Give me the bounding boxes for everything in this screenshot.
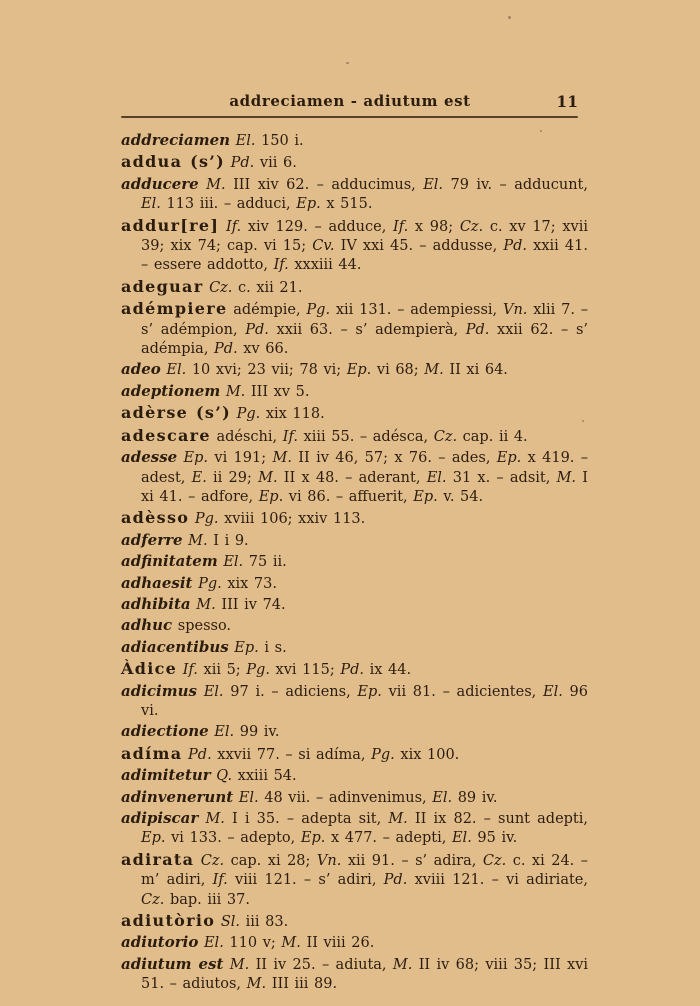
entry-text: x 515. <box>320 196 373 213</box>
reference-abbr: Pd. <box>214 341 238 358</box>
entry-text: 99 iv. <box>234 724 280 741</box>
headword: adeo <box>121 360 161 379</box>
headword: addur[re] <box>121 215 220 235</box>
index-entry <box>121 766 588 786</box>
index-entry <box>121 850 588 910</box>
headword: adinvenerunt <box>121 787 234 806</box>
headword: adescare <box>121 425 211 445</box>
reference-abbr: El. <box>141 196 161 213</box>
reference-abbr: M. <box>392 956 413 973</box>
headword: addua (s’) <box>121 152 226 172</box>
entry-text: III iv 74. <box>215 596 286 613</box>
entry-text: 79 iv. – adducunt, <box>443 176 588 193</box>
entry-text: xii 131. – adempiessi, <box>330 302 503 319</box>
index-entry <box>121 638 588 658</box>
index-entry <box>121 788 588 808</box>
scan-speck <box>540 130 542 132</box>
reference-abbr: Ep. <box>300 830 326 847</box>
entry-text: adémpie, <box>227 302 307 319</box>
headword: adíma <box>121 743 183 763</box>
entry-text: xix 100. <box>394 746 460 763</box>
entry-text: 97 i. – adiciens, <box>223 683 358 700</box>
reference-abbr: M. <box>272 450 292 467</box>
reference-abbr: El. <box>203 683 224 700</box>
index-entry <box>121 360 588 380</box>
entry-text: II iv 25. – adiuta, <box>249 956 393 973</box>
scan-speck <box>346 62 349 64</box>
entry-text: 95 iv. <box>471 830 518 847</box>
headword: adiectione <box>121 722 209 741</box>
entry-text <box>197 684 204 700</box>
entry-text: xxiii 54. <box>232 768 297 785</box>
entry-text: xxxiii 44. <box>288 257 362 274</box>
reference-abbr: Ep. <box>413 488 438 505</box>
reference-abbr: Ep. <box>183 450 209 467</box>
reference-abbr: El. <box>166 362 187 379</box>
index-entry <box>121 955 588 995</box>
reference-abbr: M. <box>225 383 246 400</box>
headword: adfinitatem <box>121 552 218 571</box>
index-entry <box>121 682 588 722</box>
entry-text: II xi 64. <box>443 362 508 379</box>
reference-abbr: Ep. <box>357 683 382 700</box>
reference-abbr: Pg. <box>198 575 222 592</box>
reference-abbr: Cz. <box>482 852 507 869</box>
reference-abbr: El. <box>426 469 447 486</box>
entry-text: II x 48. – aderant, <box>277 469 427 486</box>
reference-abbr: Cz. <box>209 279 233 296</box>
headword: adiutòrio <box>121 911 216 931</box>
reference-abbr: Pd. <box>383 872 408 889</box>
entry-text: 113 iii. – adduci, <box>160 196 297 213</box>
index-entry <box>121 382 588 402</box>
entry-text: III xv 5. <box>245 383 310 400</box>
entry-text: I i 35. – adepta sit, <box>224 811 389 827</box>
entry-text: xii 91. – s’ adira, <box>341 852 483 869</box>
reference-abbr: If. <box>282 428 298 445</box>
entry-text: bap. iii 37. <box>164 891 250 908</box>
headword: Àdice <box>121 659 178 679</box>
entry-text: x 419. – adest, <box>141 450 589 486</box>
entry-text: II viii 26. <box>300 935 375 952</box>
headword: addreciamen <box>121 131 231 149</box>
index-entry <box>121 659 588 680</box>
reference-abbr: M. <box>281 935 301 952</box>
reference-abbr: Vn. <box>316 852 342 869</box>
index-entry <box>121 616 588 636</box>
index-entry <box>121 277 588 298</box>
index-entry <box>121 933 588 953</box>
entry-text: xix 73. <box>221 575 277 592</box>
page-number: 11 <box>556 92 578 111</box>
reference-abbr: Q. <box>216 768 233 785</box>
running-header-title: addreciamen - adiutum est <box>229 92 471 110</box>
headword: adeguar <box>121 276 204 296</box>
reference-abbr: M. <box>196 596 216 613</box>
index-entry <box>121 448 588 507</box>
reference-abbr: Pd. <box>465 321 490 338</box>
reference-abbr: M. <box>258 469 278 486</box>
reference-abbr: Ep. <box>346 362 372 379</box>
headword: adesse <box>121 448 178 467</box>
reference-abbr: Ep. <box>234 639 259 656</box>
headword: adiacentibus <box>121 637 229 656</box>
entry-text: v. 54. <box>437 488 484 505</box>
entries-list <box>121 131 588 996</box>
entry-text: I i 9. <box>207 532 249 549</box>
reference-abbr: M. <box>246 976 267 993</box>
headword: adirata <box>121 849 195 869</box>
reference-abbr: M. <box>205 811 225 827</box>
entry-text: xvi 115; <box>269 662 341 679</box>
reference-abbr: El. <box>451 830 472 847</box>
reference-abbr: Ep. <box>296 196 321 213</box>
reference-abbr: Pg. <box>236 406 261 423</box>
entry-text: 48 vii. – adinvenimus, <box>258 789 433 806</box>
entry-text: 110 v; <box>223 935 282 952</box>
reference-abbr: El. <box>235 133 256 149</box>
entry-text: x 477. – adepti, <box>325 830 452 847</box>
reference-abbr: Pg. <box>194 511 219 528</box>
reference-abbr: Pd. <box>503 238 528 255</box>
reference-abbr: E. <box>191 469 207 486</box>
entry-text: xviii 121. – vi adiriate, <box>407 872 588 889</box>
reference-abbr: If. <box>393 218 409 235</box>
entry-text: xix 118. <box>260 406 325 423</box>
entry-text: III xiv 62. – adducimus, <box>225 176 424 193</box>
reference-abbr: Vn. <box>502 302 528 319</box>
index-entry <box>121 131 588 151</box>
entry-text: xiv 129. – adduce, <box>241 218 394 235</box>
index-entry <box>121 911 588 932</box>
entry-text: xlii 7. – s’ adémpion, <box>141 302 588 338</box>
index-entry <box>121 403 588 424</box>
index-entry <box>121 531 588 551</box>
entry-text: ii 29; <box>206 469 259 486</box>
headword: adeptionem <box>121 381 221 400</box>
entry-text: xv 66. <box>237 341 289 358</box>
reference-abbr: If. <box>212 872 228 889</box>
reference-abbr: Pd. <box>230 155 255 172</box>
headword: adferre <box>121 530 183 549</box>
entry-text: II iv 68; viii 35; III xvi 51. – adiutos, <box>141 956 589 993</box>
headword: adiutum est <box>121 954 224 973</box>
entry-text: c. xii 21. <box>232 279 303 296</box>
entry-text: III iii 89. <box>266 976 338 993</box>
entry-text: xxvii 77. – si adíma, <box>211 746 372 763</box>
reference-abbr: Cv. <box>312 238 335 255</box>
reference-abbr: El. <box>238 789 259 806</box>
entry-text: vii 6. <box>254 155 297 172</box>
entry-text: i s. <box>258 639 287 656</box>
reference-abbr: Sl. <box>220 914 241 931</box>
index-entry <box>121 175 588 215</box>
headword: adimitetur <box>121 766 211 785</box>
headword: adducere <box>121 174 199 193</box>
headword: adémpiere <box>121 299 228 319</box>
reference-abbr: Pg. <box>371 746 395 763</box>
entry-text: vi 191; <box>208 450 273 467</box>
reference-abbr: M. <box>229 956 250 973</box>
entry-text: c. xv 17; xvii 39; xix 74; cap. vi 15; <box>141 218 589 255</box>
entry-text: xxii 41. – essere addotto, <box>141 238 588 274</box>
reference-abbr: Cz. <box>433 428 458 445</box>
entry-text: vi 86. – affuerit, <box>283 488 414 505</box>
entry-text: 96 vi. <box>141 683 589 719</box>
reference-abbr: El. <box>203 935 224 952</box>
reference-abbr: Ep. <box>258 488 284 505</box>
reference-abbr: If. <box>225 218 242 235</box>
index-entry <box>121 299 588 359</box>
reference-abbr: Ep. <box>141 830 166 847</box>
entry-text <box>219 219 226 235</box>
reference-abbr: Pd. <box>188 746 212 763</box>
reference-abbr: M. <box>188 532 208 549</box>
entry-text: vi 68; <box>371 362 425 379</box>
entry-text: 89 iv. <box>452 789 498 806</box>
reference-abbr: If. <box>182 662 198 679</box>
index-entry <box>121 152 588 173</box>
entry-text: 150 i. <box>255 133 304 149</box>
reference-abbr: Pd. <box>245 321 269 338</box>
reference-abbr: Pg. <box>306 302 331 319</box>
reference-abbr: Pd. <box>340 662 365 679</box>
reference-abbr: El. <box>223 554 244 571</box>
entry-text: iii 83. <box>240 914 289 931</box>
reference-abbr: El. <box>423 176 444 193</box>
entry-text: xii 5; <box>197 662 247 679</box>
reference-abbr: El. <box>432 789 453 806</box>
entry-text: xxii 63. – s’ adempierà, <box>268 321 466 338</box>
reference-abbr: Cz. <box>459 218 484 235</box>
entry-text: II ix 82. – sunt adepti, <box>407 811 589 827</box>
index-entry <box>121 809 588 849</box>
entry-text: vii 81. – adicientes, <box>381 683 543 700</box>
entry-text: xxii 62. – s’ adémpia, <box>141 321 588 358</box>
reference-abbr: M. <box>388 811 408 827</box>
entry-text: ix 44. <box>364 662 412 679</box>
reference-abbr: El. <box>214 724 235 741</box>
index-entry <box>121 722 588 742</box>
index-entry <box>121 552 588 572</box>
reference-abbr: M. <box>556 469 577 486</box>
entry-text: x 98; <box>408 218 460 235</box>
reference-abbr: M. <box>424 362 444 379</box>
index-entry <box>121 574 588 594</box>
reference-abbr: Ep. <box>496 450 522 467</box>
running-header <box>121 92 579 112</box>
entry-text: 31 x. – adsit, <box>446 469 557 486</box>
entry-text: xiii 55. – adésca, <box>297 428 434 445</box>
headword: adèrse (s’) <box>121 403 231 423</box>
entry-text: adéschi, <box>210 428 283 445</box>
entry-text: vi 133. – adepto, <box>165 830 301 847</box>
scan-speck <box>508 16 511 19</box>
index-entry <box>121 744 588 765</box>
scan-speck <box>582 420 584 422</box>
entry-text: 10 xvi; 23 vii; 78 vi; <box>186 362 347 379</box>
headword: adiutorio <box>121 933 199 952</box>
index-entry <box>121 426 588 447</box>
entry-text: I xi 41. – adfore, <box>141 469 588 505</box>
headword: adhibita <box>121 594 191 613</box>
reference-abbr: M. <box>206 176 226 193</box>
reference-abbr: Cz. <box>141 891 165 908</box>
entry-text: cap. ii 4. <box>457 428 528 445</box>
headword: adèsso <box>121 508 190 528</box>
reference-abbr: El. <box>542 683 563 700</box>
entry-text: II iv 46, 57; x 76. – ades, <box>291 450 497 467</box>
entry-text: IV xxi 45. – addusse, <box>334 238 504 255</box>
index-entry <box>121 508 588 529</box>
entry-text: viii 121. – s’ adiri, <box>227 872 384 889</box>
entry-text: 75 ii. <box>243 554 287 571</box>
headword: adhaesit <box>121 573 193 592</box>
entry-text: xviii 106; xxiv 113. <box>218 511 366 528</box>
headword: adipiscar <box>121 809 199 827</box>
entry-text: spesso. <box>172 618 232 635</box>
header-rule <box>121 116 578 118</box>
headword: adhuc <box>121 616 173 635</box>
reference-abbr: Pg. <box>246 662 270 679</box>
headword: adicimus <box>121 681 197 700</box>
index-entry <box>121 216 588 276</box>
entry-text: cap. xi 28; <box>224 852 317 869</box>
index-entry <box>121 595 588 615</box>
reference-abbr: If. <box>273 257 289 274</box>
entry-text: c. xi 24. – m’ adiri, <box>141 852 589 889</box>
reference-abbr: Cz. <box>200 852 225 869</box>
